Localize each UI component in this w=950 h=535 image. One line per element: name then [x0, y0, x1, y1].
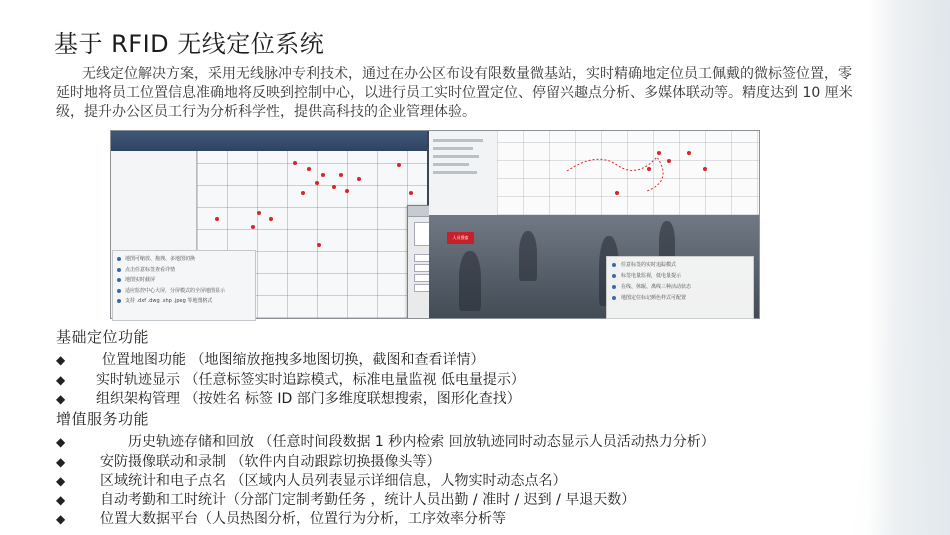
slide-title: 基于 RFID 无线定位系统 — [54, 30, 325, 58]
feature-text: 位置地图功能 （地图缩放拖拽多地图切换，截图和查看详情） — [102, 352, 485, 368]
feature-bullet — [56, 508, 506, 528]
feature-text: 组织架构管理 （按姓名 标签 ID 部门多维度联想搜索，图形化查找） — [96, 391, 521, 407]
location-marker — [317, 243, 321, 247]
section-heading-basic: 基础定位功能 — [56, 328, 150, 346]
feature-bullet — [56, 470, 566, 490]
app-toolbar — [111, 131, 427, 151]
diamond-bullet-icon: ◆ — [56, 435, 66, 449]
list-line — [433, 147, 473, 150]
location-marker — [293, 161, 297, 165]
tracking-floor-map — [497, 131, 759, 215]
location-marker — [269, 217, 273, 221]
feature-text: 实时轨迹显示 （任意标签实时追踪模式，标准电量监视 低电量提示） — [96, 372, 525, 388]
location-marker — [301, 191, 305, 195]
callout-item: 地图可缩放、拖拽、多地图切换 — [113, 254, 255, 265]
callout-item: 标签电量监视，低电量提示 — [607, 271, 753, 282]
location-marker — [357, 177, 361, 181]
feature-text: 安防摄像联动和录制 （软件内自动跟踪切换摄像头等） — [100, 454, 441, 470]
list-line — [433, 139, 483, 142]
location-marker — [332, 185, 336, 189]
diamond-bullet-icon: ◆ — [56, 474, 66, 488]
track-path — [497, 131, 759, 215]
diamond-bullet-icon: ◆ — [56, 392, 66, 406]
section-heading-value-added: 增值服务功能 — [56, 410, 150, 428]
callout-item: 地图实时截屏 — [113, 275, 255, 286]
location-marker — [339, 173, 343, 177]
feature-bullet — [56, 369, 525, 389]
feature-text: 区域统计和电子点名 （区域内人员列表显示详细信息，人物实时动态点名） — [100, 473, 567, 489]
callout-item: 点击任意标签查看详情 — [113, 265, 255, 276]
location-marker — [345, 189, 349, 193]
feature-bullet — [56, 451, 440, 471]
map-features-callout — [112, 250, 256, 321]
location-marker — [321, 173, 325, 177]
diamond-bullet-icon: ◆ — [56, 512, 66, 526]
location-marker — [397, 163, 401, 167]
diamond-bullet-icon: ◆ — [56, 455, 66, 469]
diamond-bullet-icon: ◆ — [56, 493, 66, 507]
location-marker — [307, 167, 311, 171]
feature-bullet — [56, 489, 635, 509]
tracking-features-callout — [606, 256, 754, 319]
feature-bullet — [56, 431, 715, 451]
location-marker — [315, 181, 319, 185]
list-line — [433, 171, 477, 174]
callout-item: 适应监控中心大屏，分屏模式的全屏地图显示 — [113, 286, 255, 297]
diamond-bullet-icon: ◆ — [56, 353, 66, 367]
list-line — [433, 155, 479, 158]
location-marker — [215, 217, 219, 221]
location-marker — [409, 191, 413, 195]
location-marker — [257, 211, 261, 215]
diamond-bullet-icon: ◆ — [56, 373, 66, 387]
feature-text: 历史轨迹存储和回放 （任意时间段数据 1 秒内检索 回放轨迹同时动态显示人员活动热力分析） — [128, 434, 715, 450]
tracking-list-panel — [429, 131, 498, 215]
callout-item: 支持 .dxf .dwg .shp .jpeg 等地图格式 — [113, 296, 255, 307]
walking-person — [519, 231, 537, 281]
feature-bullet — [56, 388, 521, 408]
callout-item: 地图定位标记颜色样式可配置 — [607, 293, 753, 304]
feature-text: 位置大数据平台（人员热图分析，位置行为分析，工序效率分析等 — [100, 511, 506, 527]
intro-paragraph: 无线定位解决方案，采用无线脉冲专利技术，通过在办公区布设有限数量微基站，实时精确地定位员工佩戴的微标签位置，零延时地将员工位置信息准确地将反映到控制中心，以进行员工实时位置定位、停留兴趣点分析、多媒体联动等。精度达到 10 厘米级，提升办公区员工行为分析科学性，提供高科技的企业管理体验。 — [56, 66, 853, 120]
list-line — [433, 163, 469, 166]
feature-text: 自动考勤和工时统计（分部门定制考勤任务 ，统计人员出勤 / 准时 / 迟到 / 早退天数） — [100, 492, 636, 508]
decorative-side-band — [868, 0, 950, 535]
person-search-tag: 人员搜索 — [447, 232, 474, 244]
callout-item: 任意标签的实时追踪模式 — [607, 260, 753, 271]
callout-item: 在线、休眠、离线三种活动状态 — [607, 282, 753, 293]
walking-person — [459, 251, 481, 311]
location-marker — [251, 225, 255, 229]
feature-bullet — [56, 349, 484, 369]
